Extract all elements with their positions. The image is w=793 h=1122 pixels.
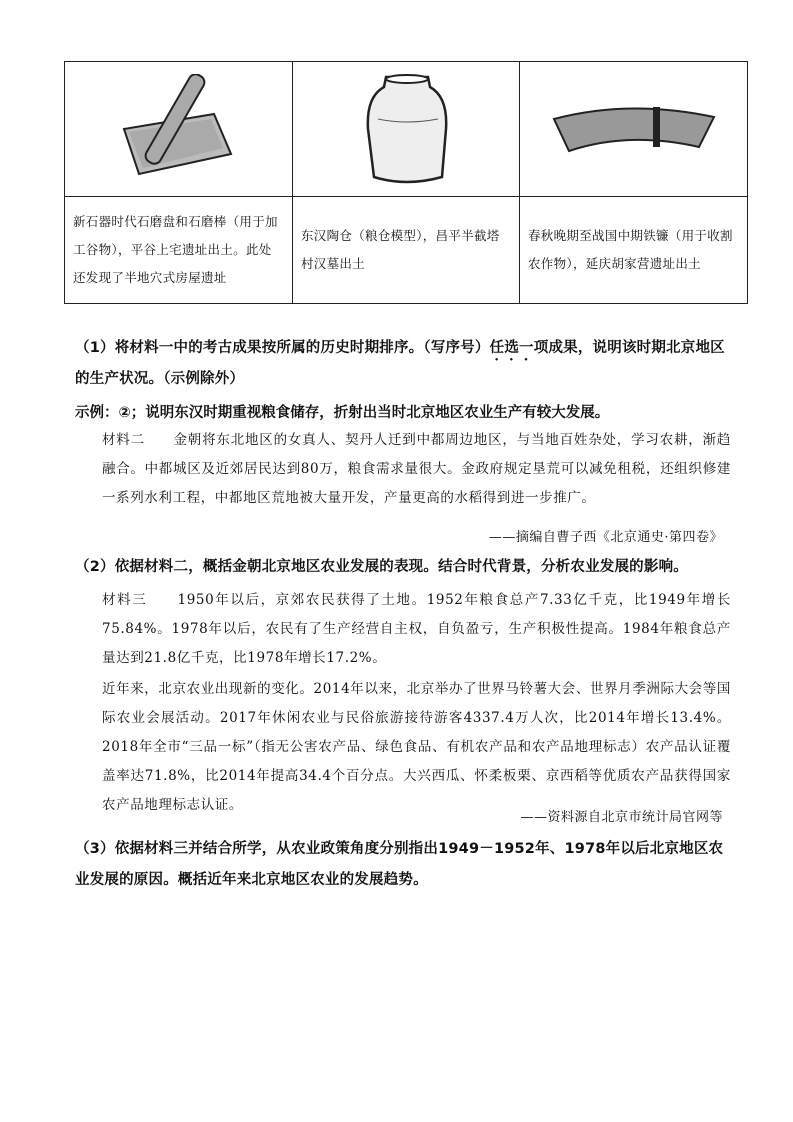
artifact-caption-1: 新石器时代石磨盘和石磨棒（用于加工谷物），平谷上宅遗址出土。此处还发现了半地穴式房屋遗址 — [65, 197, 293, 304]
question-1-part-b: 项成果，说明该时期北京地区的生产状况。（示例除外） — [75, 340, 725, 387]
material-2-source: ——摘编自曹子西《北京通史·第四卷》 — [488, 530, 723, 545]
artifact-image-cell-2 — [293, 62, 520, 197]
material-3 — [75, 586, 731, 820]
artifact-image-cell-3 — [520, 62, 748, 197]
material-3-para-2: 近年来，北京农业出现新的变化。2014年以来，北京举办了世界马铃薯大会、世界月季洲际大会等国际农业会展活动。2017年休闲农业与民俗旅游接待游客4337.4万人次，比2014年增长13.4%。2018年全市“三品一标”（指无公害农产品、绿色食品、有机农产品和农产品地理标志）农产品认证覆盖率达71.8%，比2014年提高34.4个百分点。大兴西瓜、怀柔板栗、京西稻等优质农产品获得国家农产品地理标志认证。 — [102, 681, 731, 813]
material-2 — [75, 426, 731, 513]
artifact-caption-2: 东汉陶仓（粮仓模型），昌平半截塔村汉墓出土 — [293, 197, 520, 304]
artifact-table — [64, 61, 748, 304]
question-2: （2）依据材料二，概括金朝北京地区农业发展的表现。结合时代背景，分析农业发展的影响。 — [75, 559, 688, 575]
question-1-emphasis: 任选一 — [489, 340, 534, 356]
artifact-image-cell-1 — [65, 62, 293, 197]
iron-sickle-icon — [549, 89, 719, 169]
material-3-para-1: 材料三 1950年以后，京郊农民获得了土地。1952年粮食总产7.33亿千克，比1949年增长75.84%。1978年以后，农民有了生产经营自主权，自负盈亏，生产积极性提高。1984年粮食总产量达到21.8亿千克，比1978年增长17.2%。 — [102, 592, 731, 666]
stone-quern-and-roller-icon — [119, 74, 239, 184]
pottery-granary-icon — [356, 69, 456, 189]
question-3: （3）依据材料三并结合所学，从农业政策角度分别指出1949－1952年、1978年以后北京地区农业发展的原因。概括近年来北京地区农业的发展趋势。 — [75, 841, 724, 888]
question-1-part-a: （1）将材料一中的考古成果按所属的历史时期排序。（写序号） — [75, 340, 490, 356]
material-2-text: 材料二 金朝将东北地区的女真人、契丹人迁到中都周边地区，与当地百姓杂处，学习农耕，渐趋融合。中都城区及近郊居民达到80万，粮食需求量很大。金政府规定垦荒可以减免租税，还组织修建一系列水利工程，中都地区荒地被大量开发，产量更高的水稻得到进一步推广。 — [102, 432, 731, 506]
artifact-caption-3: 春秋晚期至战国中期铁镰（用于收割农作物），延庆胡家营遗址出土 — [520, 197, 748, 304]
question-1 — [75, 333, 735, 395]
material-3-source: ——资料源自北京市统计局官网等 — [520, 810, 723, 825]
example-answer: 示例：②；说明东汉时期重视粮食储存，折射出当时北京地区农业生产有较大发展。 — [75, 405, 610, 421]
